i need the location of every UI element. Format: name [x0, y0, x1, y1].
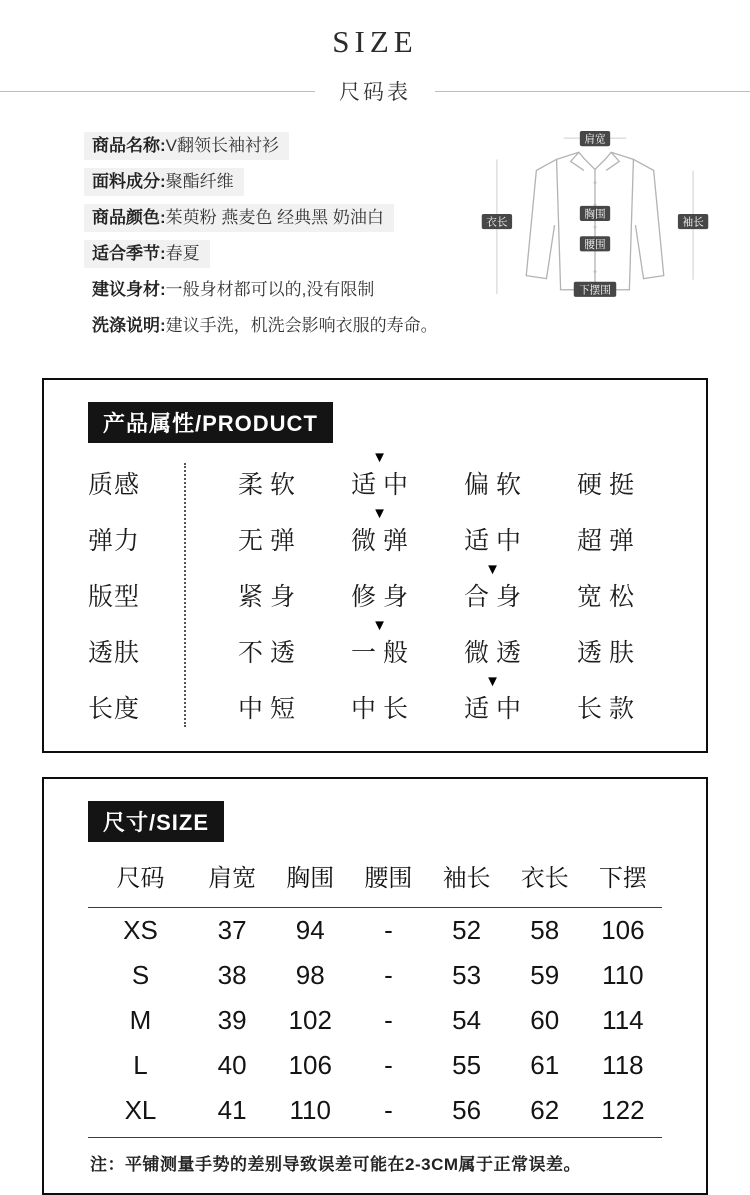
attribute-row-length [88, 673, 662, 735]
bust-label: 胸围 [584, 208, 606, 221]
column-header: 下摆 [598, 865, 647, 892]
attribute-option: 修 身 [351, 583, 408, 611]
table-cell: 40 [217, 1050, 247, 1080]
size-header-badge: 尺寸/SIZE [88, 801, 224, 842]
color-label: 商品颜色: [92, 208, 166, 227]
washing-label: 洗涤说明: [92, 316, 166, 335]
fabric-label: 面料成分: [92, 172, 166, 191]
product-info-section [0, 132, 750, 348]
shirt-diagram-container [476, 128, 714, 310]
season-label: 适合季节: [92, 244, 166, 263]
attribute-label: 长度 [88, 695, 141, 723]
attribute-options [184, 673, 662, 725]
column-header: 腰围 [364, 865, 413, 892]
table-cell: 62 [530, 1095, 560, 1125]
table-cell: 55 [452, 1050, 482, 1080]
sleeve-label: 袖长 [682, 216, 704, 229]
size-chart-box [42, 777, 708, 1195]
attribute-label: 版型 [88, 583, 141, 611]
title-chinese-row [0, 76, 750, 106]
table-cell: 118 [602, 1050, 644, 1080]
attributes-header-badge: 产品属性/PRODUCT [88, 402, 333, 443]
attribute-label: 质感 [88, 471, 141, 499]
attribute-option: ▼ 一 般 [351, 617, 408, 667]
season-value: 春夏 [165, 244, 200, 263]
body-type-label: 建议身材: [92, 280, 166, 299]
product-name-value: V翻领长袖衬衫 [165, 136, 280, 155]
table-cell: 53 [452, 960, 482, 990]
attribute-options [184, 505, 662, 557]
attribute-option: ▼ 适 中 [464, 673, 521, 723]
size-table [88, 850, 662, 1133]
product-info-list [84, 132, 476, 348]
size-row-s [88, 953, 662, 998]
table-cell: 41 [217, 1095, 247, 1125]
product-attributes-box [42, 378, 708, 753]
size-table-header-row [88, 850, 662, 908]
table-cell: 59 [530, 960, 560, 990]
attribute-option: 不 透 [238, 639, 295, 667]
product-name-label: 商品名称: [92, 136, 166, 155]
attribute-option: 中 短 [238, 695, 295, 723]
table-cell: 58 [530, 915, 560, 945]
selected-marker-icon: ▼ [372, 449, 387, 466]
shirt-measurement-diagram [476, 128, 714, 310]
size-name: M [129, 1005, 152, 1035]
attribute-options [184, 449, 662, 501]
shoulder-label: 肩宽 [584, 133, 606, 146]
size-name: XL [124, 1095, 157, 1125]
table-cell: - [384, 915, 393, 945]
washing-row [84, 312, 476, 340]
size-row-xs [88, 908, 662, 953]
table-cell: - [384, 1005, 393, 1035]
table-cell: 38 [217, 960, 247, 990]
table-cell: 102 [288, 1005, 332, 1035]
fabric-value: 聚酯纤维 [165, 172, 234, 191]
table-cell: 110 [602, 960, 644, 990]
selected-marker-icon: ▼ [485, 673, 500, 690]
attribute-option: 透 肤 [577, 639, 634, 667]
page-header [0, 0, 750, 106]
product-name-row [84, 132, 476, 160]
attribute-row-texture [88, 449, 662, 511]
right-divider-line [435, 91, 750, 92]
table-cell: 106 [601, 915, 645, 945]
selected-marker-icon: ▼ [485, 561, 500, 578]
body-type-row [84, 276, 476, 304]
season-row [84, 240, 476, 268]
attribute-label: 弹力 [88, 527, 141, 555]
table-cell: 37 [217, 915, 247, 945]
left-divider-line [0, 91, 315, 92]
title-english: SIZE [332, 24, 418, 59]
attribute-label: 透肤 [88, 639, 141, 667]
size-name: XS [123, 915, 158, 945]
color-value: 茱萸粉 燕麦色 经典黑 奶油白 [165, 208, 384, 227]
measurement-note: 注：平铺测量手势的差别导致误差可能在2-3CM属于正常误差。 [88, 1137, 662, 1183]
body-type-value: 一般身材都可以的,没有限制 [165, 280, 375, 299]
washing-value: 建议手洗，机洗会影响衣服的寿命。 [165, 316, 438, 335]
table-cell: 56 [452, 1095, 482, 1125]
left-sleeve [526, 159, 556, 278]
right-sleeve [633, 159, 663, 278]
attribute-option: ▼ 微 弹 [351, 505, 408, 555]
hem-label: 下摆围 [579, 284, 611, 297]
column-header: 衣长 [520, 865, 569, 892]
table-cell: 110 [289, 1095, 331, 1125]
selected-marker-icon: ▼ [372, 505, 387, 522]
waist-label: 腰围 [584, 238, 606, 251]
attribute-option: 长 款 [577, 695, 634, 723]
attributes-table [88, 449, 662, 735]
attribute-option: 柔 软 [238, 471, 295, 499]
table-cell: 94 [295, 915, 325, 945]
selected-marker-icon: ▼ [372, 617, 387, 634]
column-header: 尺码 [116, 865, 165, 892]
size-name: L [133, 1050, 148, 1080]
attribute-row-sheerness [88, 617, 662, 679]
attribute-row-fit [88, 561, 662, 623]
column-header: 胸围 [286, 865, 335, 892]
fabric-row [84, 168, 476, 196]
title-chinese: 尺码表 [339, 81, 411, 104]
table-cell: 61 [530, 1050, 560, 1080]
table-cell: - [384, 960, 393, 990]
size-row-xl [88, 1088, 662, 1133]
size-row-l [88, 1043, 662, 1088]
table-cell: 114 [602, 1005, 644, 1035]
table-cell: - [384, 1095, 393, 1125]
attribute-options [184, 561, 662, 613]
table-cell: 122 [601, 1095, 645, 1125]
size-row-m [88, 998, 662, 1043]
attribute-options [184, 617, 662, 669]
table-cell: 54 [452, 1005, 482, 1035]
table-cell: 39 [217, 1005, 247, 1035]
table-cell: 52 [452, 915, 482, 945]
attribute-option: 微 透 [464, 639, 521, 667]
attribute-option: 宽 松 [577, 583, 634, 611]
color-row [84, 204, 476, 232]
table-cell: 98 [295, 960, 325, 990]
size-name: S [131, 960, 150, 990]
length-label: 衣长 [486, 216, 508, 229]
attribute-option: 适 中 [464, 527, 521, 555]
table-cell: 60 [530, 1005, 560, 1035]
attribute-option: 中 长 [351, 695, 408, 723]
attribute-option: ▼ 适 中 [351, 449, 408, 499]
column-header: 肩宽 [208, 865, 257, 892]
attribute-option: 超 弹 [577, 527, 634, 555]
attribute-option: ▼ 合 身 [464, 561, 521, 611]
attribute-option: 紧 身 [238, 583, 295, 611]
table-cell: 106 [288, 1050, 332, 1080]
attribute-option: 硬 挺 [577, 471, 634, 499]
attribute-row-elasticity [88, 505, 662, 567]
table-cell: - [384, 1050, 393, 1080]
attribute-option: 偏 软 [464, 471, 521, 499]
column-header: 袖长 [442, 865, 491, 892]
attribute-option: 无 弹 [238, 527, 295, 555]
